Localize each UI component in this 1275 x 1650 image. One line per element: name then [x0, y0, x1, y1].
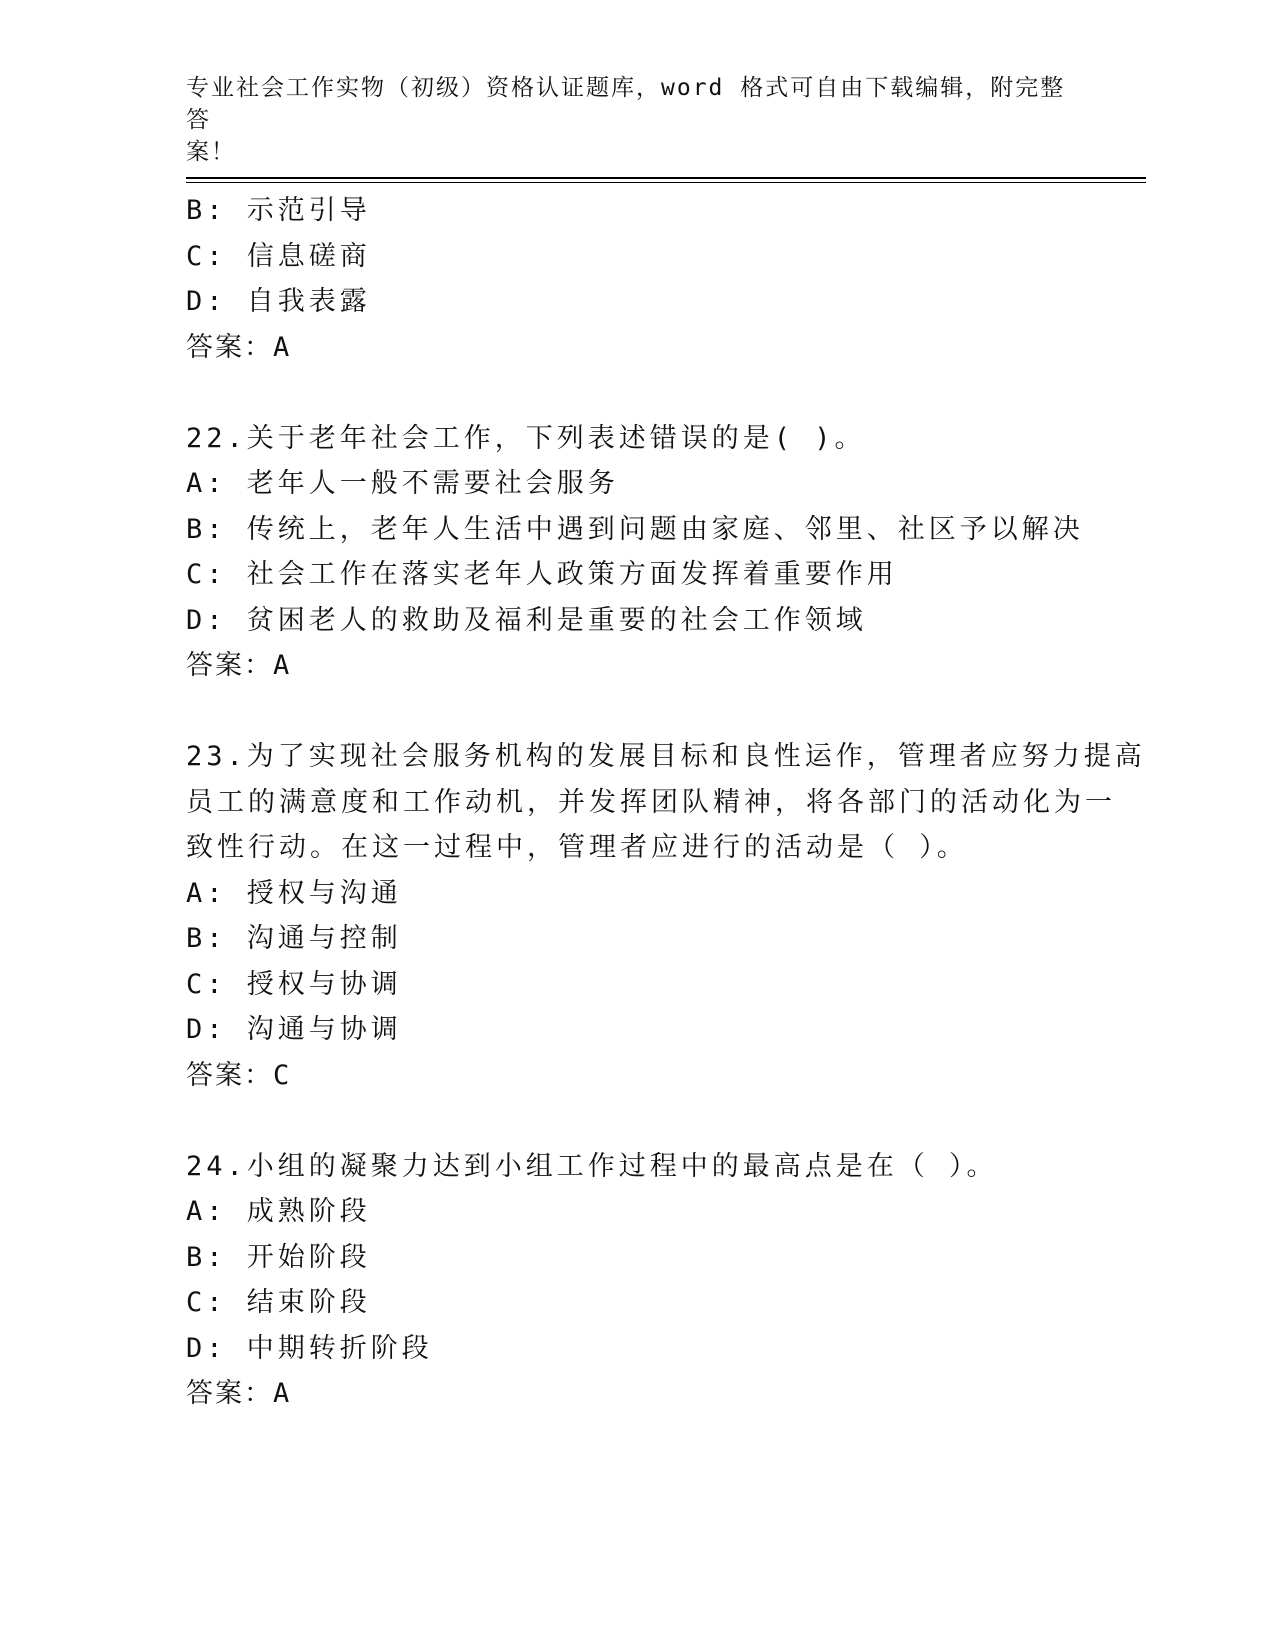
question-text: 22.关于老年社会工作，下列表述错误的是( )。	[186, 422, 866, 454]
header-line-2: 案！	[186, 139, 236, 165]
question-text-line-1: 23.为了实现社会服务机构的发展目标和良性运作，管理者应努力提高	[186, 741, 1146, 772]
header-divider-thin	[186, 182, 1146, 183]
question-list	[186, 188, 1146, 1417]
option-d: D: 沟通与协调	[186, 1014, 402, 1045]
question-22	[186, 416, 1086, 689]
option-c: C: 授权与协调	[186, 968, 402, 1000]
spacer	[186, 1098, 1086, 1144]
spacer	[186, 689, 1086, 735]
question-21-continued	[186, 188, 1086, 370]
question-23	[186, 734, 1146, 1098]
option-d: D: 贫困老人的救助及福利是重要的社会工作领域	[186, 604, 867, 636]
option-c: C: 信息磋商	[186, 240, 371, 272]
option-d: D: 自我表露	[186, 286, 371, 317]
question-text: 24.小组的凝聚力达到小组工作过程中的最高点是在（ ）。	[186, 1150, 998, 1182]
spacer	[186, 370, 1086, 416]
option-d: D: 中期转折阶段	[186, 1332, 433, 1364]
question-24	[186, 1144, 1086, 1417]
option-a: A: 老年人一般不需要社会服务	[186, 468, 619, 499]
option-c: C: 结束阶段	[186, 1287, 371, 1318]
page-header	[186, 72, 1066, 168]
question-text-line-3: 致性行动。在这一过程中，管理者应进行的活动是（ ）。	[186, 832, 968, 863]
option-b: B: 沟通与控制	[186, 923, 402, 954]
question-text-line-2: 员工的满意度和工作动机，并发挥团队精神，将各部门的活动化为一	[186, 786, 1116, 818]
answer-line: 答案：A	[186, 1378, 292, 1409]
option-b: B: 示范引导	[186, 195, 371, 226]
option-c: C: 社会工作在落实老年人政策方面发挥着重要作用	[186, 559, 898, 590]
header-line-1: 专业社会工作实物（初级）资格认证题库，word 格式可自由下载编辑，附完整答	[186, 75, 1066, 133]
option-a: A: 授权与沟通	[186, 877, 402, 909]
option-b: B: 开始阶段	[186, 1241, 371, 1273]
option-a: A: 成熟阶段	[186, 1196, 371, 1227]
answer-line: 答案：A	[186, 650, 292, 681]
answer-line: 答案：A	[186, 331, 292, 363]
header-divider-thick	[186, 177, 1146, 179]
answer-line: 答案：C	[186, 1059, 292, 1091]
option-b: B: 传统上，老年人生活中遇到问题由家庭、邻里、社区予以解决	[186, 513, 1084, 545]
